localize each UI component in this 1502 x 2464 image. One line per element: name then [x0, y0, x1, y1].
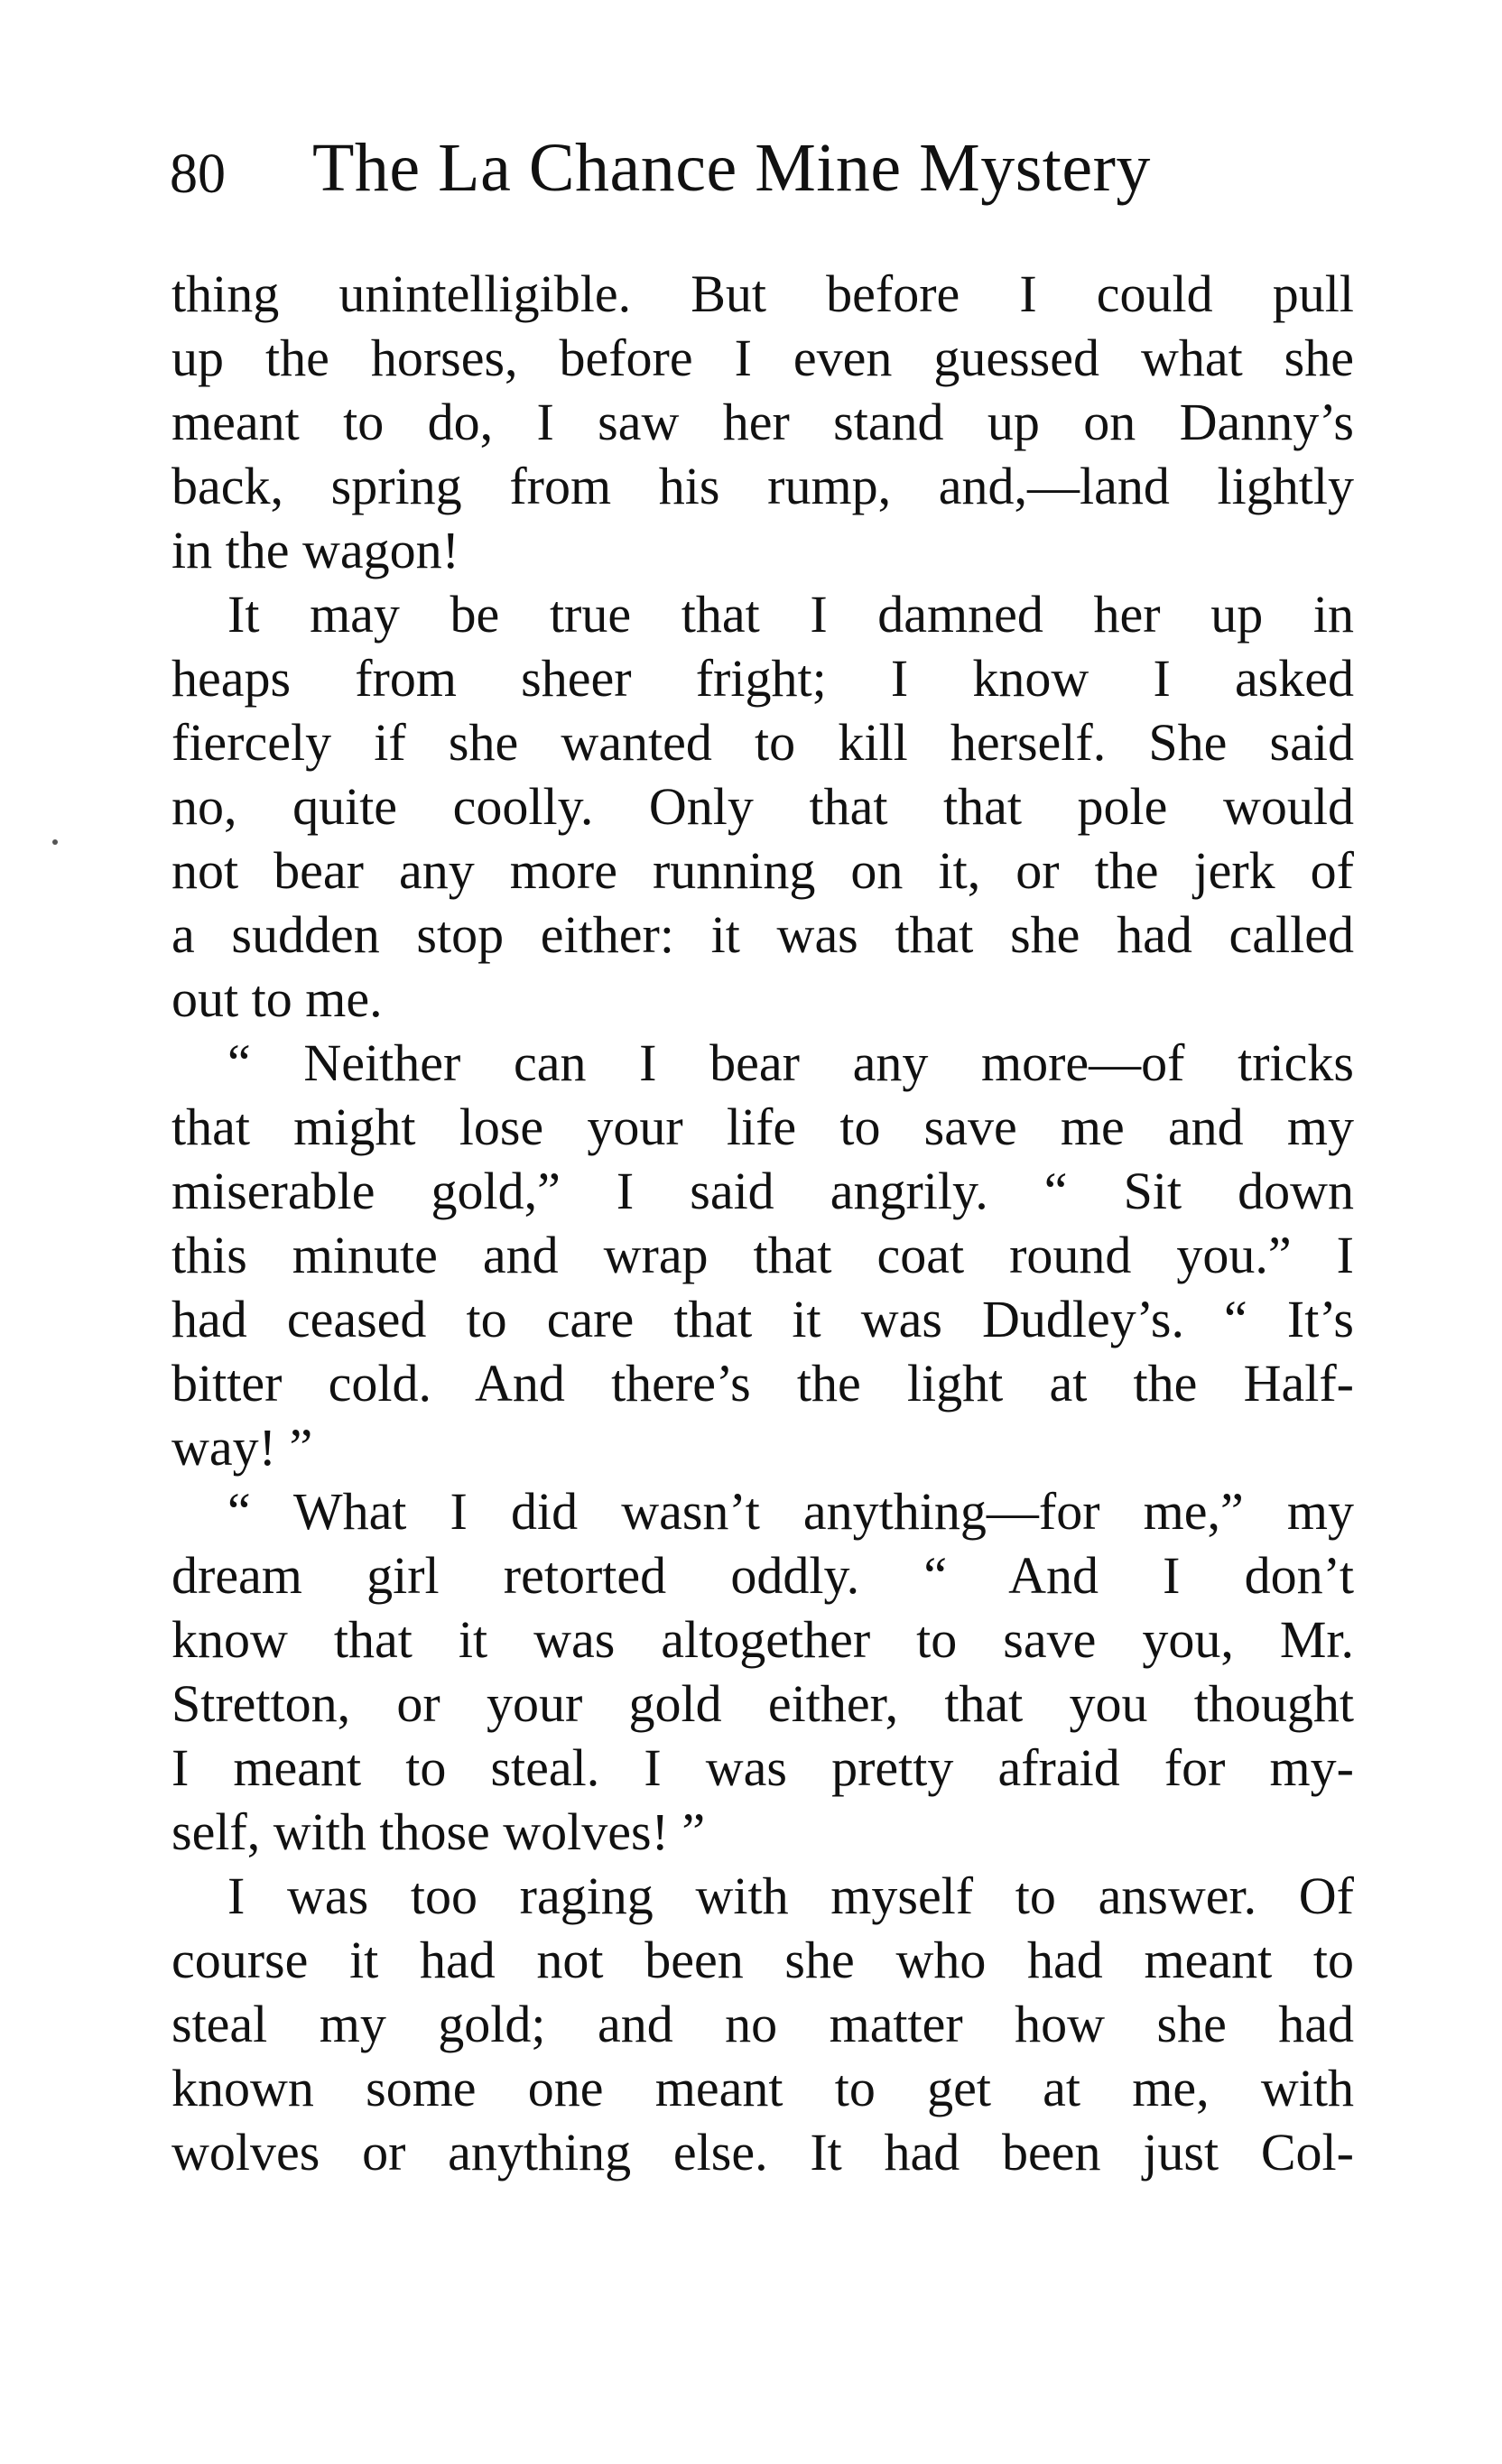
text-line: that might lose your life to save me and my	[172, 1098, 1354, 1156]
text-line: up the horses, before I even guessed what she	[172, 329, 1354, 387]
text-line: this minute and wrap that coat round you.” I	[172, 1226, 1354, 1284]
text-line: way! ”	[172, 1418, 313, 1477]
text-line: dream girl retorted oddly. “ And I don’t	[172, 1546, 1354, 1605]
text-line: bitter cold. And there’s the light at the Half-	[172, 1354, 1354, 1413]
text-line: steal my gold; and no matter how she had	[172, 1995, 1354, 2053]
text-line: I meant to steal. I was pretty afraid for my-	[172, 1738, 1354, 1797]
text-line: known some one meant to get at me, with	[172, 2059, 1354, 2117]
text-line: “ Neither can I bear any more—of tricks	[227, 1033, 1354, 1092]
page-header	[170, 130, 1352, 224]
text-line: in the wagon!	[172, 521, 459, 579]
text-line: fiercely if she wanted to kill herself. She said	[172, 713, 1354, 772]
text-line: “ What I did wasn’t anything—for me,” my	[227, 1482, 1354, 1541]
body-text	[172, 262, 1354, 2184]
text-line: had ceased to care that it was Dudley’s. “ It’s	[172, 1290, 1354, 1348]
page-number: 80	[170, 144, 226, 205]
text-line: a sudden stop either: it was that she had called	[172, 905, 1354, 964]
text-line: It may be true that I damned her up in	[227, 585, 1354, 644]
text-line: thing unintelligible. But before I could pull	[172, 264, 1354, 323]
text-line: wolves or anything else. It had been just Col-	[172, 2123, 1354, 2181]
text-line: Stretton, or your gold either, that you thought	[172, 1674, 1354, 1733]
text-line: miserable gold,” I said angrily. “ Sit down	[172, 1162, 1354, 1220]
print-speck	[52, 839, 58, 845]
text-line: out to me.	[172, 969, 383, 1028]
text-line: no, quite coolly. Only that that pole would	[172, 777, 1354, 836]
text-line: back, spring from his rump, and,—land lightly	[172, 457, 1354, 515]
text-line: not bear any more running on it, or the jerk of	[172, 841, 1354, 900]
text-line: heaps from sheer fright; I know I asked	[172, 649, 1354, 708]
text-line: self, with those wolves! ”	[172, 1802, 706, 1861]
text-line: I was too raging with myself to answer. Of	[227, 1867, 1354, 1925]
text-line: course it had not been she who had meant to	[172, 1931, 1354, 1989]
running-head: The La Chance Mine Mystery	[312, 130, 1151, 206]
text-line: know that it was altogether to save you, Mr.	[172, 1610, 1354, 1669]
text-line: meant to do, I saw her stand up on Danny’s	[172, 393, 1354, 451]
